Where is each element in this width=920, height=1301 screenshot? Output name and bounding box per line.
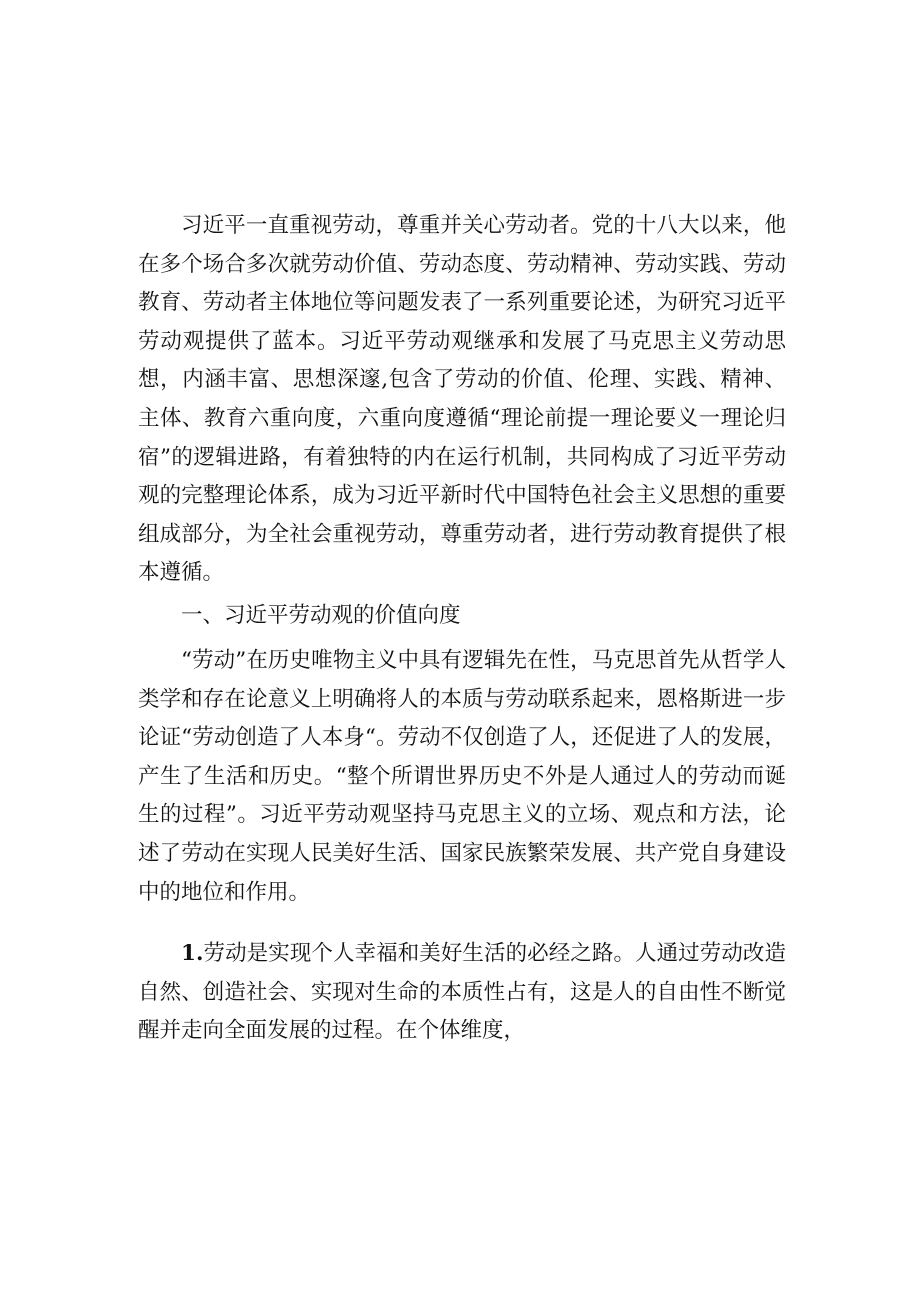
point-number: 1. xyxy=(181,941,204,966)
paragraph-text: “劳动”在历史唯物主义中具有逻辑先在性，马克思首先从哲学人类学和存在论意义上明确将人的本质与劳动联系起来，恩格斯进一步论证“劳动创造了人本身“。劳动不仅创造了人，还促进了人的发展，产生了生活和历史。“整个所谓世界历史不外是人通过人的劳动而诞生的过程”。习近平劳动观坚持马克思主义的立场、观点和方法，论述了劳动在实现人民美好生活、国家民族繁荣发展、共产党自身建设中的地位和作用。 xyxy=(138,648,786,905)
point-paragraph xyxy=(138,935,786,1051)
section-paragraph xyxy=(138,642,786,912)
section-heading-block xyxy=(138,597,786,636)
section-heading: 一、习近平劳动观的价值向度 xyxy=(181,603,461,628)
intro-paragraph xyxy=(138,207,786,593)
point-1 xyxy=(138,935,786,1051)
paragraph-text: 习近平一直重视劳动，尊重并关心劳动者。党的十八大以来，他在多个场合多次就劳动价值、劳动态度、劳动精神、劳动实践、劳动教育、劳动者主体地位等问题发表了一系列重要论述，为研究习近平劳动观提供了蓝本。习近平劳动观继承和发展了马克思主义劳动思想，内涵丰富、思想深邃,包含了劳动的价值、伦理、实践、精神、主体、教育六重向度，六重向度遵循“理论前提一理论要义一理论归宿”的逻辑进路，有着独特的内在运行机制，共同构成了习近平劳动观的完整理论体系，成为习近平新时代中国特色社会主义思想的重要组成部分，为全社会重视劳动，尊重劳动者，进行劳动教育提供了根本遵循。 xyxy=(138,213,786,586)
point-text: 劳动是实现个人幸福和美好生活的必经之路。人通过劳动改造自然、创造社会、实现对生命的本质性占有，这是人的自由性不断觉醒并走向全面发展的过程。在个体维度， xyxy=(138,941,786,1044)
